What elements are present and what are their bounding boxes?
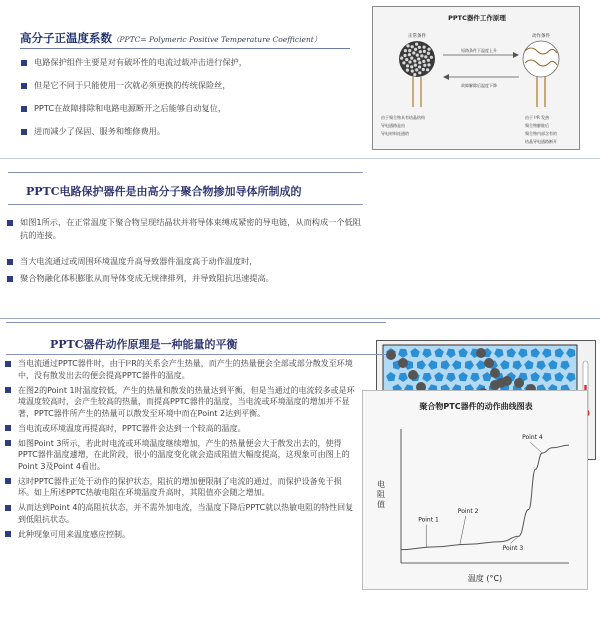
section-composition [0,160,600,318]
trip-desc-line: 结晶导电通路断开 [525,139,557,144]
particle [403,54,406,57]
particle [406,64,409,67]
particle [402,61,405,64]
trip-desc-line: 聚合物内部含有的 [525,131,557,136]
chart-annotations [418,434,543,552]
particle [427,52,430,55]
particle [406,44,409,47]
normal-desc-line: 导电材料连通的 [381,131,409,136]
arrowhead [443,74,449,80]
y-axis-label [377,479,385,509]
list-item: 聚合物融化体积膨胀从而导体变成无规律排列，并导致阻抗迅速提高。 [6,272,362,285]
particle [408,53,411,56]
y-axis-label-char: 阻 [377,490,385,499]
particle [423,50,426,53]
diagram-title: PPTC器件工作原理 [448,14,506,22]
trip-desc-line: 由于 I²R 发热 [525,115,550,120]
principle-bullet-list [4,358,356,544]
particle [426,68,429,71]
list-item: 当大电流通过或周围环境温度升高导致器件温度高于动作温度时， [6,255,362,268]
y-axis-label-char: 电 [377,480,385,489]
annotation-leader [460,516,466,545]
particle [423,64,426,67]
list-item: 但是它不同于只能使用一次就必须更换的传统保险丝， [20,79,360,92]
list-item: 从而达到Point 4的高阻抗状态，并不需外加电流，当温度下降后PPTC就以热敏电阻的特性回复到低阻抗状态。 [4,502,356,525]
particle [410,57,413,60]
annotation-leader [530,442,542,453]
title-bar-bottom [8,204,363,205]
list-item: 在图2的Point 1时温度较低，产生的热量和散发的热量达到平衡，但是当通过的电流较多或是环境温度较高时，会产生较高的热量，而提高PPTC器件的温度，当电流或环境温度的增加并不显著，PPTC器件所产生的热量可以散发至环境中而在Point 2达到平衡。 [4,385,356,420]
tripped-state-disc [523,41,559,77]
chart-title: 聚合物PTC器件的动作曲线图表 [419,402,533,411]
list-item: 电路保护组件主要是对有破坏性的电流过载冲击进行保护， [20,56,360,69]
y-axis-label-char: 值 [377,500,385,509]
title-bar-top [6,322,386,323]
annotation-label: Point 4 [522,434,543,442]
particle [427,63,430,66]
particle [412,51,415,54]
normal-desc-line: 导电通路是由 [381,123,405,128]
list-item: 当电流或环境温度再提高时，PPTC器件会达到一个较高的温度。 [4,423,356,435]
particle [411,45,414,48]
particle [418,46,421,49]
list-item: 进而减少了保固、服务和维修费用。 [20,125,360,138]
particle [404,49,407,52]
list-item: 此种现象可用来温度感应控制。 [4,529,356,541]
x-axis-label: 温度 (°C) [467,574,503,583]
particle [418,61,421,64]
particle [406,69,409,72]
particle [418,71,421,74]
annotation-label: Point 2 [457,507,479,515]
section-intro [0,0,600,160]
particle [400,57,403,60]
particle [415,43,418,46]
particle [415,68,418,71]
particle [427,48,430,51]
intro-bullet-list [20,56,360,138]
composition-bullet-list [6,216,362,285]
section-divider [0,158,600,159]
list-item: 这时PPTC器件正处于动作的保护状态，阻抗的增加便限制了电流的通过，而保护设备免于损坏。如上所述PPTC热敏电阻在环境温度升高时，其阻值亦会随之增加。 [4,476,356,499]
title-underline [20,48,350,49]
list-item: 当电流通过PPTC器件时，由于I²R的关系会产生热量，而产生的热量便会全部或部分散发至环境中，没有散发出去的便会提高PPTC器件的温度。 [4,358,356,381]
annotation-label: Point 3 [502,545,524,553]
particle [418,65,421,68]
particle [411,70,414,73]
particle [422,60,425,63]
normal-desc-line: 由于聚合物具有结晶结构 [381,115,425,120]
list-item: PPTC在故障排除和电路电源断开之后能够自动复位， [20,102,360,115]
heating-arrow-label: 短路条件下温度上升 [461,48,497,53]
list-item: 如图1所示，在正常温度下聚合物呈现结晶状并将导体束缚成紧密的导电链，从而构成一个低阻抗的连接。 [6,216,362,242]
list-item: 如图Point 3所示，若此时电流或环境温度继续增加，产生的热量便会大于散发出去的，使得PPTC器件温度遽增，在此阶段，很小的温度变化就会造成阻值大幅度提高，这现象可由图上的Point 3及Point 4看出。 [4,438,356,473]
particle [408,60,411,63]
particle [423,46,426,49]
normal-condition-label: 正常条件 [408,34,426,39]
particle [410,65,413,68]
principle-illustration [373,7,581,151]
particle [414,48,417,51]
pptc-working-principle-diagram [372,6,580,150]
particle [420,54,423,57]
composition-title: PPTC电路保护器件是由高分子聚合物掺加导体所制成的 [26,185,302,198]
particle [413,59,416,62]
particle [408,49,411,52]
principle-title: PPTC器件动作原理是一种能量的平衡 [50,338,238,351]
ptc-response-chart [362,390,588,590]
annotation-label: Point 1 [418,516,439,524]
particle [405,58,408,61]
particle [413,73,416,76]
normal-state-disc [399,41,435,77]
intro-title: 高分子正温度系数（PPTC= Polymeric Positive Temperature Coefficient） [20,31,322,45]
title-bar-top [8,172,363,173]
particle [419,50,422,53]
trip-condition-label: 动作条件 [532,34,550,39]
chart-canvas [363,391,589,591]
particle [417,57,420,60]
particle [424,55,427,58]
particle [430,56,433,59]
cooling-arrow-label: 故障解除后温度下降 [461,83,497,88]
particle [416,54,419,57]
trip-desc-line: 聚合物膨胀后 [525,123,549,128]
arrowhead [513,52,519,58]
particle [414,64,417,67]
title-bar-bottom [6,354,386,355]
particle [427,59,430,62]
particle [422,68,425,71]
